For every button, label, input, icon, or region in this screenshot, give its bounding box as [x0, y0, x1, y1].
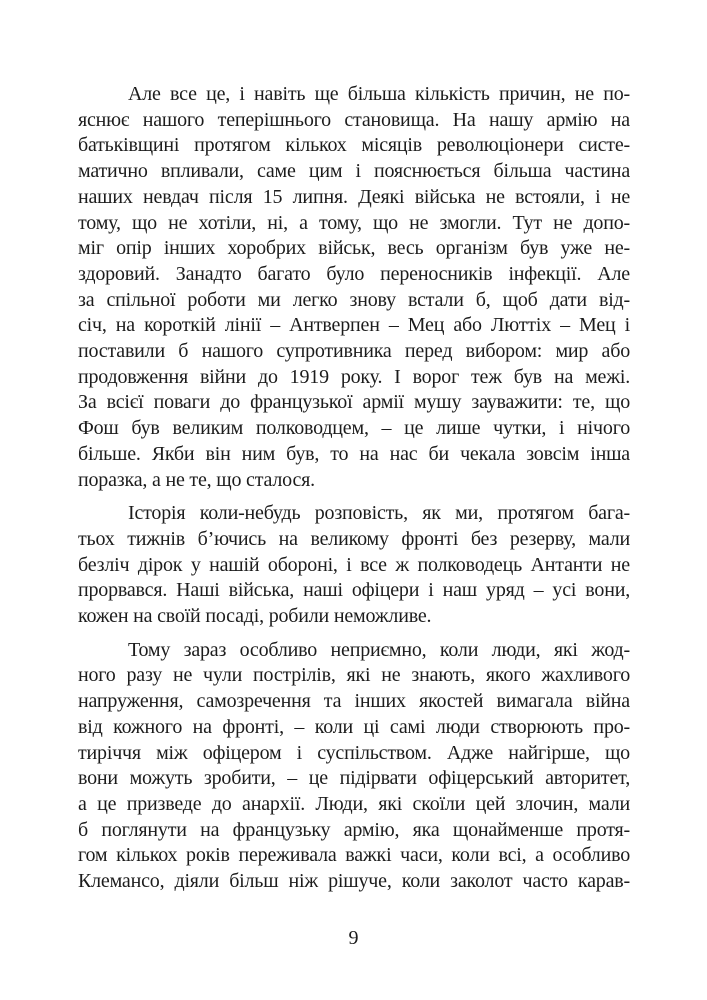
text-line: поразка, а не те, що сталося. [78, 468, 315, 491]
text-line: тьох тижнів б’ючись на великому фронті без резерву, мали [78, 527, 630, 550]
text-line: від кожного на фронті, – коли ці самі люди створюють про- [78, 715, 630, 738]
text-line: здоровий. Занадто багато було переносників інфекції. Але [78, 262, 630, 285]
text-line: За всієї поваги до французької армії мушу зауважити: те, що [78, 391, 630, 414]
text-line: продовження війни до 1919 року. І ворог теж був на межі. [78, 365, 630, 388]
text-block [78, 82, 630, 895]
text-line: а це призведе до анархії. Люди, які скоїли цей злочин, мали [78, 792, 630, 815]
text-line: тому, що не хотіли, ні, а тому, що не змогли. Тут не допо- [78, 211, 630, 234]
text-line: безліч дірок у нашій обороні, і все ж полководець Антанти не [78, 553, 630, 576]
text-line: січ, на короткій лінії – Антверпен – Мец або Люттіх – Мец і [78, 314, 630, 337]
text-line: Але все це, і навіть ще більша кількість причин, не по- [128, 83, 630, 105]
text-line: Фош був великим полководцем, – це лише чутки, і нічого [78, 417, 630, 440]
paragraph [78, 82, 630, 493]
text-line: поставили б нашого супротивника перед вибором: мир або [78, 340, 630, 363]
paragraph [78, 501, 630, 630]
text-line: яснює нашого теперішнього становища. На нашу армію на [78, 108, 630, 131]
paragraph [78, 638, 630, 895]
text-line: б поглянути на французьку армію, яка щонайменше протя- [78, 818, 630, 841]
text-line: гом кількох років переживала важкі часи, коли всі, а особливо [78, 844, 630, 867]
text-line: Історія коли-небудь розповість, як ми, протягом бага- [128, 502, 630, 525]
text-line: більше. Якби він ним був, то на нас би чекала зовсім інша [78, 442, 630, 465]
text-line: Клемансо, діяли більш ніж рішуче, коли заколот часто карав- [78, 870, 630, 893]
text-line: вони можуть зробити, – це підірвати офіцерський авторитет, [78, 767, 630, 790]
page-number: 9 [348, 927, 359, 949]
text-line: ного разу не чули пострілів, які не знають, якого жахливого [78, 664, 630, 687]
text-line: наших невдач після 15 липня. Деякі війська не встояли, і не [78, 185, 630, 208]
text-line: матично впливали, саме цим і пояснюється більша частина [78, 160, 630, 183]
text-line: за спільної роботи ми легко знову встали б, щоб дати від- [78, 288, 630, 311]
text-line: Тому зараз особливо неприємно, коли люди, які жод- [128, 638, 630, 661]
text-line: кожен на своїй посаді, робили неможливе. [78, 605, 432, 628]
text-line: напруження, самозречення та інших якостей вимагала війна [78, 690, 630, 713]
text-line: прорвався. Наші війська, наші офіцери і наш уряд – усі вони, [78, 579, 630, 602]
text-line: тиріччя між офіцером і суспільством. Адже найгірше, що [78, 741, 630, 764]
text-line: міг опір інших хоробрих військ, весь організм був уже не- [78, 237, 630, 260]
text-line: батьківщині протягом кількох місяців революціонери систе- [78, 134, 630, 157]
